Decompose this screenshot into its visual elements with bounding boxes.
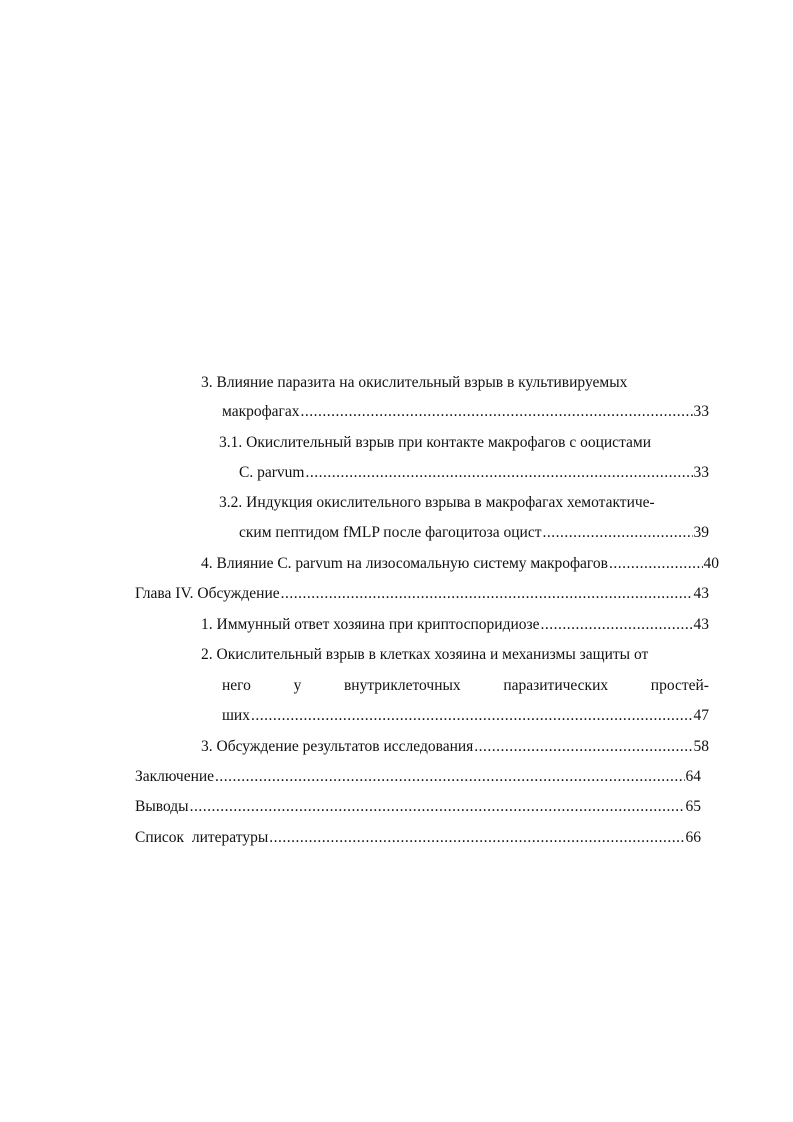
toc-ch4-item-1-text: 1. Иммунный ответ хозяина при криптоспоридиозе bbox=[201, 616, 540, 633]
dot-leader bbox=[281, 584, 693, 604]
toc-item-4-entry bbox=[201, 554, 719, 574]
toc-item-4-page: 40 bbox=[703, 555, 719, 572]
toc-chapter-4-entry bbox=[135, 584, 709, 604]
toc-ch4-item-3-page: 58 bbox=[693, 738, 709, 755]
toc-item-3-1-line2: C. parvum bbox=[239, 464, 305, 481]
dot-leader bbox=[543, 523, 693, 543]
toc-ch4-item-3-text: 3. Обсуждение результатов исследования bbox=[201, 738, 474, 755]
toc-item-3-1-page: 33 bbox=[693, 464, 709, 481]
toc-ch4-item-2-line1: 2. Окислительный взрыв в клетках хозяина и механизмы защиты от bbox=[201, 646, 649, 663]
dot-leader bbox=[215, 767, 684, 787]
dot-leader bbox=[251, 706, 693, 726]
toc-ch4-item-1-page: 43 bbox=[693, 616, 709, 633]
justified-word: паразитических bbox=[503, 677, 609, 694]
toc-item-3-2-page: 39 bbox=[693, 524, 709, 541]
toc-item-3-page: 33 bbox=[693, 403, 709, 420]
toc-item-3-entry bbox=[222, 402, 709, 422]
justified-word: него bbox=[222, 677, 251, 694]
toc-item-3-2-entry bbox=[239, 523, 709, 543]
dot-leader bbox=[305, 463, 692, 483]
toc-references-page: 66 bbox=[685, 829, 701, 846]
toc-item-4-text: 4. Влияние C. parvum на лизосомальную систему макрофагов bbox=[201, 555, 608, 572]
dot-leader bbox=[541, 615, 693, 635]
toc-ch4-item-1-entry bbox=[201, 615, 709, 635]
toc-conclusion-page: 64 bbox=[685, 768, 701, 785]
toc-ch4-item-2-entry bbox=[222, 706, 709, 726]
toc-findings-text: Выводы bbox=[135, 798, 189, 815]
justified-word: простей- bbox=[650, 677, 709, 694]
toc-conclusion-entry bbox=[135, 767, 701, 787]
toc-conclusion-text: Заключение bbox=[135, 768, 215, 785]
toc-references-text: Список литературы bbox=[135, 829, 269, 846]
toc-chapter-4-text: Глава IV. Обсуждение bbox=[135, 585, 280, 602]
justified-word: внутриклеточных bbox=[343, 677, 461, 694]
toc-references-entry bbox=[135, 828, 701, 848]
toc-chapter-4-page: 43 bbox=[693, 585, 709, 602]
toc-findings-page: 65 bbox=[685, 798, 701, 815]
toc-item-3-line1: 3. Влияние паразита на окислительный взрыв в культивируемых bbox=[201, 374, 628, 391]
toc-ch4-item-3-entry bbox=[201, 737, 709, 757]
toc-item-3-line2: макрофагах bbox=[222, 403, 300, 420]
toc-ch4-item-2-page: 47 bbox=[693, 707, 709, 724]
toc-findings-entry bbox=[135, 797, 701, 817]
dot-leader bbox=[609, 554, 703, 574]
dot-leader bbox=[269, 828, 684, 848]
justified-word: у bbox=[293, 677, 302, 694]
toc-item-3-1-line1: 3.1. Окислительный взрыв при контакте макрофагов с ооцистами bbox=[219, 434, 652, 451]
dot-leader bbox=[474, 737, 692, 757]
toc-item-3-1-entry bbox=[239, 463, 709, 483]
toc-ch4-item-2-line3: ших bbox=[222, 707, 250, 724]
toc-item-3-2-line1: 3.2. Индукция окислительного взрыва в макрофагах хемотактиче- bbox=[219, 494, 655, 511]
toc-item-3-2-line2: ским пептидом fMLP после фагоцитоза оцист bbox=[239, 524, 542, 541]
dot-leader bbox=[190, 797, 685, 817]
dot-leader bbox=[301, 402, 693, 422]
toc-ch4-item-2-line2 bbox=[222, 676, 709, 696]
